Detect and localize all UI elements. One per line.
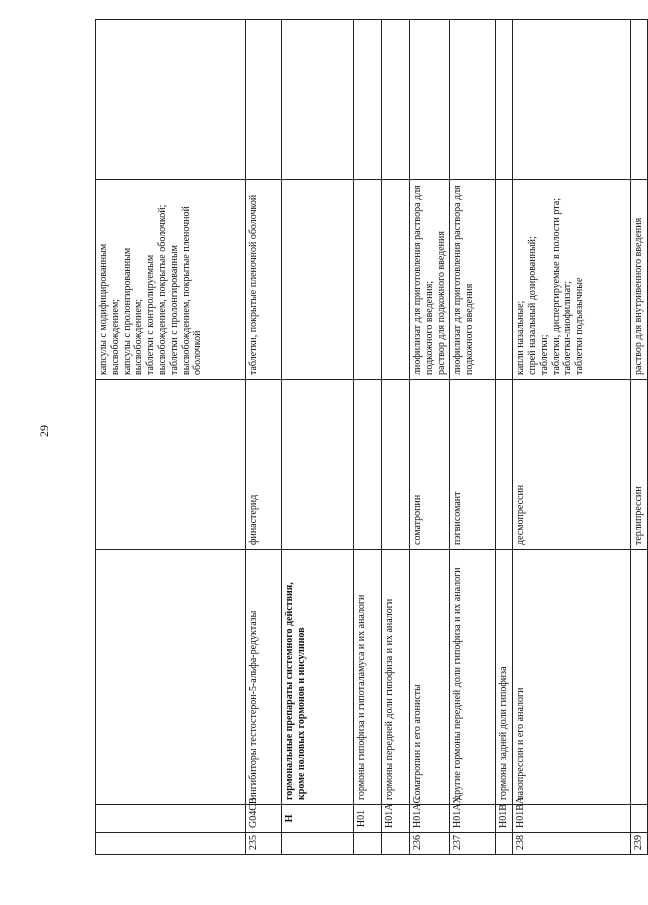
dosage-form-item: таблетки; <box>538 334 550 375</box>
group-name <box>631 550 648 805</box>
drug-name <box>382 380 410 550</box>
dosage-form-item: раствор для подкожного введения <box>435 231 447 375</box>
dosage-forms <box>282 180 354 380</box>
atc-code <box>96 805 246 833</box>
dosage-forms <box>496 180 513 380</box>
atc-code: G04CB <box>246 805 282 833</box>
dosage-forms <box>513 180 631 380</box>
group-name: другие гормоны передней доли гипофиза и их аналоги <box>450 550 496 805</box>
dosage-forms <box>354 180 382 380</box>
group-name: ингибиторы тестостерон-5-альфа-редуктазы <box>246 550 282 805</box>
blank-cell <box>410 20 450 180</box>
dosage-forms <box>410 180 450 380</box>
table-row <box>513 20 631 855</box>
drug-table-container <box>95 20 645 855</box>
drug-name: соматропин <box>410 380 450 550</box>
atc-code: H01AX <box>450 805 496 833</box>
group-name: соматропин и его агонисты <box>410 550 450 805</box>
dosage-form-item: таблетки с контролируемым высвобождением, покрытые оболочкой; <box>145 204 168 375</box>
dosage-form-item: таблетки подъязычные <box>574 277 586 375</box>
row-number: 236 <box>410 833 450 855</box>
atc-code: H01 <box>354 805 382 833</box>
dosage-forms <box>382 180 410 380</box>
dosage-form-item: капли назальные; <box>515 300 527 375</box>
drug-table <box>95 19 648 855</box>
row-number <box>282 833 354 855</box>
blank-cell <box>96 20 246 180</box>
group-name: гормоны гипофиза и гипоталамуса и их аналоги <box>354 550 382 805</box>
atc-code <box>631 805 648 833</box>
drug-name <box>354 380 382 550</box>
drug-name: финастерид <box>246 380 282 550</box>
table-row <box>354 20 382 855</box>
dosage-form-item: капсулы с модифицированным высвобождением; <box>98 243 121 375</box>
row-number <box>382 833 410 855</box>
blank-cell <box>354 20 382 180</box>
atc-code: H01AC <box>410 805 450 833</box>
row-number: 239 <box>631 833 648 855</box>
blank-cell <box>246 20 282 180</box>
table-row <box>496 20 513 855</box>
row-number: 235 <box>246 833 282 855</box>
table-row <box>282 20 354 855</box>
drug-table-body <box>96 20 648 855</box>
drug-name: терлипрессин <box>631 380 648 550</box>
blank-cell <box>631 20 648 180</box>
blank-cell <box>450 20 496 180</box>
dosage-form-item: лиофилизат для приготовления раствора для подкожного введения <box>452 185 476 375</box>
group-name: гормоны задней доли гипофиза <box>496 550 513 805</box>
atc-code: H <box>282 805 354 833</box>
dosage-form-item: капсулы с пролонгированным высвобождением; <box>121 247 145 375</box>
table-row <box>246 20 282 855</box>
table-row <box>96 20 246 855</box>
dosage-forms <box>246 180 282 380</box>
dosage-form-item: таблетки, диспергируемые в полости рта; <box>550 198 562 375</box>
table-row <box>450 20 496 855</box>
dosage-form-item: таблетки, покрытые пленочной оболочкой <box>248 194 259 375</box>
dosage-form-item: таблетки-лиофилизат; <box>562 281 574 375</box>
row-number: 238 <box>513 833 631 855</box>
dosage-forms <box>96 180 246 380</box>
drug-name <box>496 380 513 550</box>
dosage-form-item: спрей назальный дозированный; <box>526 236 538 375</box>
drug-name: десмопрессин <box>513 380 631 550</box>
atc-code: H01A <box>382 805 410 833</box>
page-number: 29 <box>37 425 51 437</box>
dosage-form-item: лиофилизат для приготовления раствора для подкожного введения; <box>412 185 435 375</box>
row-number <box>96 833 246 855</box>
row-number <box>354 833 382 855</box>
drug-name <box>282 380 354 550</box>
blank-cell <box>382 20 410 180</box>
dosage-forms <box>450 180 496 380</box>
drug-name <box>96 380 246 550</box>
dosage-forms <box>631 180 648 380</box>
row-number: 237 <box>450 833 496 855</box>
blank-cell <box>513 20 631 180</box>
group-name: гормональные препараты системного действия, кроме половых гормонов и инсулинов <box>282 550 354 805</box>
atc-code: H01B <box>496 805 513 833</box>
drug-name: пэгвисомант <box>450 380 496 550</box>
blank-cell <box>282 20 354 180</box>
table-row <box>631 20 648 855</box>
group-name: гормоны передней доли гипофиза и их аналоги <box>382 550 410 805</box>
group-name <box>96 550 246 805</box>
row-number <box>496 833 513 855</box>
blank-cell <box>496 20 513 180</box>
table-row <box>382 20 410 855</box>
group-name: вазопрессин и его аналоги <box>513 550 631 805</box>
atc-code: H01BA <box>513 805 631 833</box>
table-row <box>410 20 450 855</box>
dosage-form-item: раствор для внутривенного введения <box>633 217 645 375</box>
dosage-form-item: таблетки с пролонгированным высвобождением, покрытые пленочной оболочкой <box>168 206 204 375</box>
